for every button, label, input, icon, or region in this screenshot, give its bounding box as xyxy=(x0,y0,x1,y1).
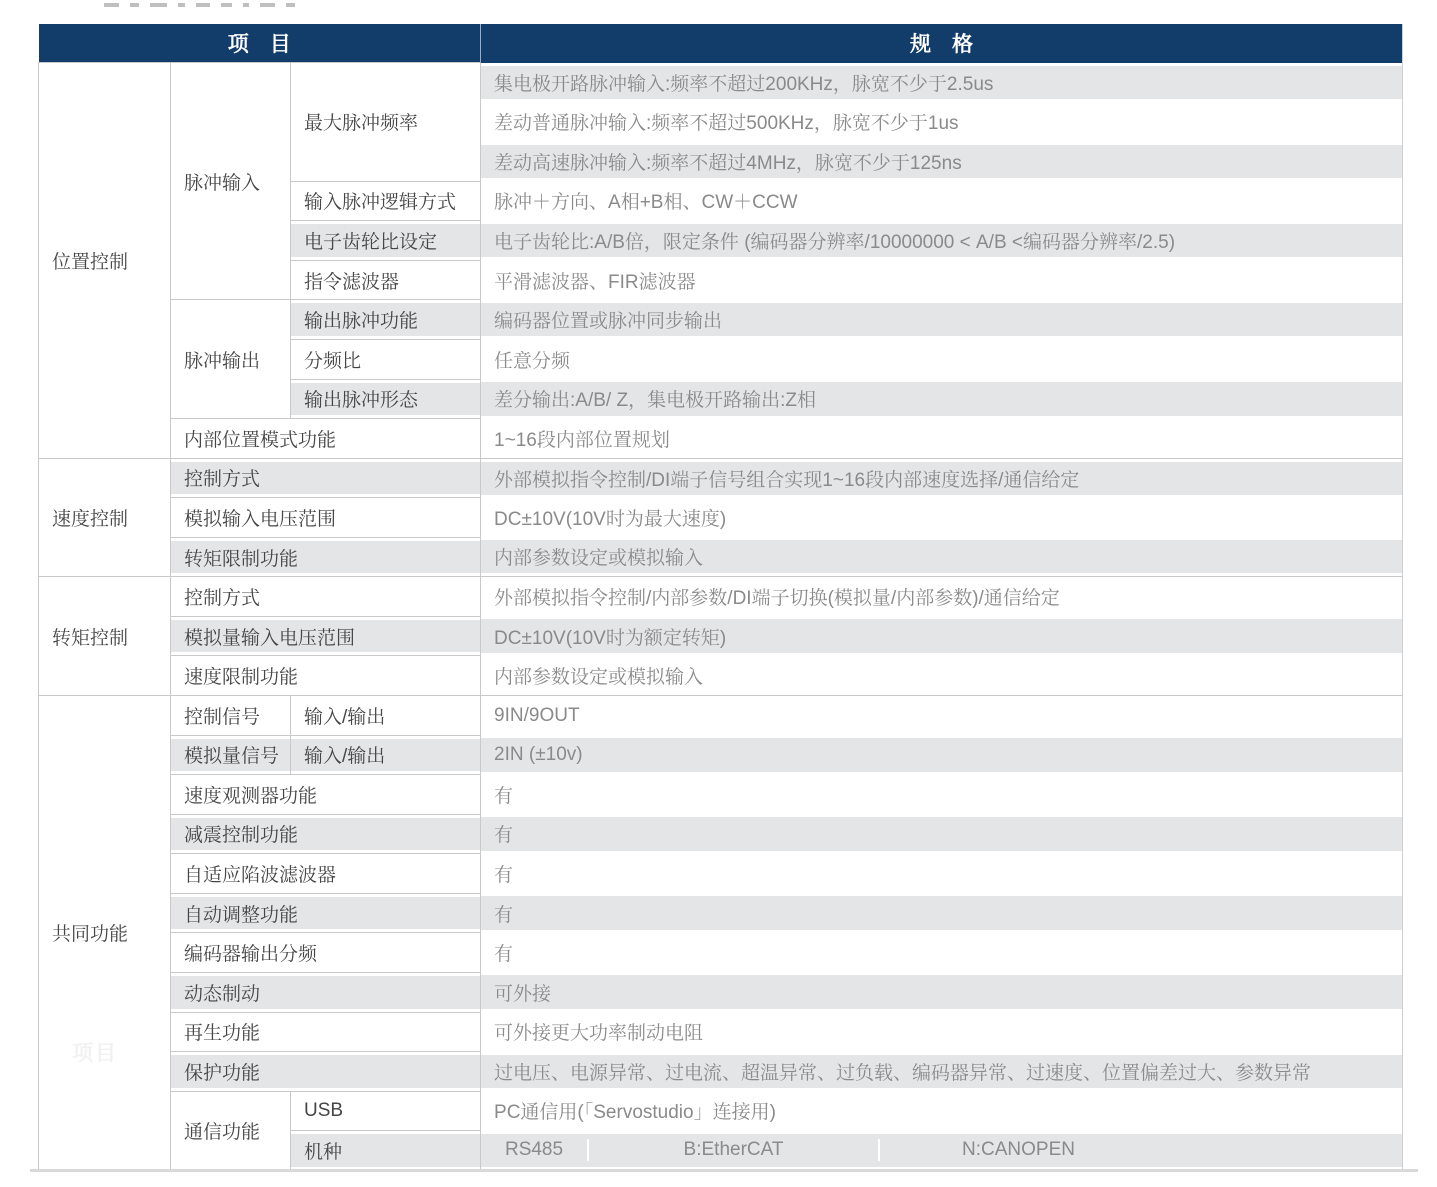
spec-vibration-suppression: 有 xyxy=(481,814,1403,854)
spec-torque-control-mode: 外部模拟指令控制/内部参数/DI端子切换(模拟量/内部参数)/通信给定 xyxy=(481,577,1403,617)
spec-analog-input-voltage-range-torque: DC±10V(10V时为额定转矩) xyxy=(481,616,1403,656)
table-row xyxy=(39,537,1403,577)
spec-model xyxy=(481,1131,1403,1171)
table-row xyxy=(39,1012,1403,1052)
spec-open-collector-pulse: 集电极开路脉冲输入:频率不超过200KHz，脉宽不少于2.5us xyxy=(481,63,1403,103)
spec-internal-position-mode: 1~16段内部位置规划 xyxy=(481,419,1403,459)
table-row xyxy=(39,656,1403,696)
spec-input-pulse-logic: 脉冲＋方向、A相+B相、CW＋CCW xyxy=(481,181,1403,221)
label-torque-control-mode: 控制方式 xyxy=(171,577,481,617)
spec-regeneration-function: 可外接更大功率制动电阻 xyxy=(481,1012,1403,1052)
clipped-glyph xyxy=(178,3,185,7)
label-control-signal-io: 输入/输出 xyxy=(291,696,481,736)
table-row xyxy=(39,893,1403,933)
label-control-signal: 控制信号 xyxy=(171,696,291,736)
label-division-ratio: 分频比 xyxy=(291,339,481,379)
section-speed-control: 速度控制 xyxy=(39,458,171,577)
label-electronic-gear-ratio: 电子齿轮比设定 xyxy=(291,221,481,261)
label-dynamic-brake: 动态制动 xyxy=(171,972,481,1012)
spec-control-signal-io: 9IN/9OUT xyxy=(481,696,1403,736)
header-item: 项 目 xyxy=(39,24,481,63)
table-bottom-bar xyxy=(30,1169,1418,1172)
clipped-glyph xyxy=(286,3,295,7)
spec-auto-tuning: 有 xyxy=(481,893,1403,933)
table-row xyxy=(39,63,1403,103)
label-analog-input-voltage-range-torque: 模拟量输入电压范围 xyxy=(171,616,481,656)
table-row xyxy=(39,419,1403,459)
group-pulse-output: 脉冲输出 xyxy=(171,300,291,419)
label-output-pulse-function: 输出脉冲功能 xyxy=(291,300,481,340)
spec-division-ratio: 任意分频 xyxy=(481,339,1403,379)
label-vibration-suppression: 减震控制功能 xyxy=(171,814,481,854)
spec-electronic-gear-ratio: 电子齿轮比:A/B倍，限定条件 (编码器分辨率/10000000 < A/B <编码器分辨率/2.5) xyxy=(481,221,1403,261)
clipped-glyph xyxy=(243,3,249,7)
label-max-pulse-frequency: 最大脉冲频率 xyxy=(291,63,481,182)
spec-speed-observer: 有 xyxy=(481,775,1403,815)
spec-adaptive-notch-filter: 有 xyxy=(481,854,1403,894)
label-analog-signal-io: 输入/输出 xyxy=(291,735,481,775)
clipped-glyph xyxy=(104,3,119,7)
clipped-glyph xyxy=(196,3,210,7)
spec-differential-normal-pulse: 差动普通脉冲输入:频率不超过500KHz，脉宽不少于1us xyxy=(481,102,1403,142)
section-position-control: 位置控制 xyxy=(39,63,171,459)
faint-watermark: 项目 xyxy=(72,1042,118,1065)
table-row xyxy=(39,933,1403,973)
table-row xyxy=(39,735,1403,775)
label-command-filter: 指令滤波器 xyxy=(291,260,481,300)
model-options xyxy=(481,1139,1402,1161)
label-analog-input-voltage-range: 模拟输入电压范围 xyxy=(171,498,481,538)
label-internal-position-mode: 内部位置模式功能 xyxy=(171,419,481,459)
spec-usb: PC通信用(「Servostudio」连接用) xyxy=(481,1091,1403,1131)
table-row xyxy=(39,1091,1403,1131)
spec-output-pulse-form: 差分输出:A/B/ Z，集电极开路输出:Z相 xyxy=(481,379,1403,419)
label-speed-limit-function: 速度限制功能 xyxy=(171,656,481,696)
label-speed-control-mode: 控制方式 xyxy=(171,458,481,498)
table-row xyxy=(39,458,1403,498)
table-row xyxy=(39,814,1403,854)
table-row xyxy=(39,616,1403,656)
table-row xyxy=(39,854,1403,894)
label-encoder-output-division: 编码器输出分频 xyxy=(171,933,481,973)
spec-differential-highspeed-pulse: 差动高速脉冲输入:频率不超过4MHz，脉宽不少于125ns xyxy=(481,142,1403,182)
label-usb: USB xyxy=(291,1091,481,1131)
spec-analog-input-voltage-range: DC±10V(10V时为最大速度) xyxy=(481,498,1403,538)
clipped-glyph xyxy=(130,3,139,7)
table-row xyxy=(39,1052,1403,1092)
label-adaptive-notch-filter: 自适应陷波滤波器 xyxy=(171,854,481,894)
table-row xyxy=(39,775,1403,815)
spec-torque-limit-function: 内部参数设定或模拟输入 xyxy=(481,537,1403,577)
label-protection-function: 保护功能 xyxy=(171,1052,481,1092)
clipped-glyph xyxy=(150,3,167,7)
header-spec: 规 格 xyxy=(481,24,1403,63)
spec-output-pulse-function: 编码器位置或脉冲同步输出 xyxy=(481,300,1403,340)
group-communication: 通信功能 xyxy=(171,1091,291,1170)
table-row xyxy=(39,972,1403,1012)
spec-dynamic-brake: 可外接 xyxy=(481,972,1403,1012)
table-row xyxy=(39,577,1403,617)
group-pulse-input: 脉冲输入 xyxy=(171,63,291,300)
label-model: 机种 xyxy=(291,1131,481,1171)
section-common-functions: 共同功能 xyxy=(39,696,171,1171)
label-input-pulse-logic: 输入脉冲逻辑方式 xyxy=(291,181,481,221)
clipped-glyph xyxy=(260,3,275,7)
spec-analog-signal-io: 2IN (±10v) xyxy=(481,735,1403,775)
model-option-canopen: N:CANOPEN xyxy=(878,1139,1402,1161)
table-header-row xyxy=(39,24,1403,63)
spec-speed-limit-function: 内部参数设定或模拟输入 xyxy=(481,656,1403,696)
spec-command-filter: 平滑滤波器、FIR滤波器 xyxy=(481,260,1403,300)
clipped-glyph xyxy=(221,3,232,7)
spec-protection-function: 过电压、电源异常、过电流、超温异常、过负载、编码器异常、过速度、位置偏差过大、参数异常 xyxy=(481,1052,1403,1092)
table-row xyxy=(39,696,1403,736)
section-torque-control: 转矩控制 xyxy=(39,577,171,696)
label-speed-observer: 速度观测器功能 xyxy=(171,775,481,815)
label-torque-limit-function: 转矩限制功能 xyxy=(171,537,481,577)
clipped-heading-remnant xyxy=(104,0,295,7)
spec-encoder-output-division: 有 xyxy=(481,933,1403,973)
spec-speed-control-mode: 外部模拟指令控制/DI端子信号组合实现1~16段内部速度选择/通信给定 xyxy=(481,458,1403,498)
label-analog-signal: 模拟量信号 xyxy=(171,735,291,775)
table-row xyxy=(39,498,1403,538)
label-regeneration-function: 再生功能 xyxy=(171,1012,481,1052)
label-output-pulse-form: 输出脉冲形态 xyxy=(291,379,481,419)
label-auto-tuning: 自动调整功能 xyxy=(171,893,481,933)
table-row xyxy=(39,300,1403,340)
model-option-ethercat: B:EtherCAT xyxy=(587,1139,878,1161)
spec-table xyxy=(38,24,1403,1171)
model-option-rs485: RS485 xyxy=(504,1139,564,1161)
